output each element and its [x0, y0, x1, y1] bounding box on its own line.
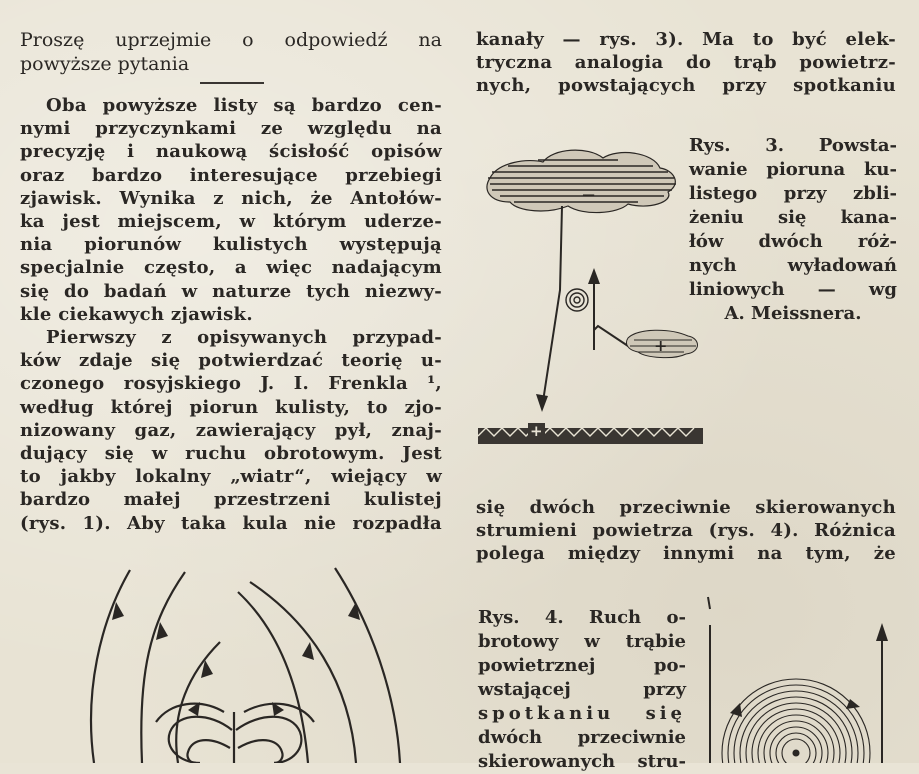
figure-4-diagram [700, 595, 919, 763]
text-line: nymi przyczynkami ze względu na [20, 118, 442, 140]
text-line: nia piorunów kulistych występują [20, 234, 442, 256]
intro-line: Proszę uprzejmie o odpowiedź na [20, 29, 442, 51]
text-line: oraz bardzo interesujące przebiegi [20, 164, 442, 186]
caption-line: A. Meissnera. [724, 303, 862, 324]
caption-line: spotkaniu się [478, 703, 686, 724]
ground-strip [478, 428, 703, 444]
paragraph-1 [20, 94, 442, 326]
arrow-tick [708, 597, 710, 609]
caption-line: Rys. 3. Powsta- [689, 135, 897, 156]
discharge-channel [594, 326, 628, 346]
text-line: według której piorun kulisty, to zjo- [20, 396, 442, 418]
text-line: ka jest miejscem, w którym uderze- [20, 211, 442, 233]
separator-rule [200, 82, 264, 84]
flow-arrow-icon [302, 642, 314, 660]
text-line: nizowany gaz, zawierający pył, znaj- [20, 419, 442, 441]
text-line: (rys. 1). Aby taka kula nie rozpadła [20, 512, 442, 534]
flow-line [176, 642, 220, 763]
arrow-up-icon [876, 623, 888, 641]
text-line: kanały — rys. 3). Ma to być elek- [476, 29, 896, 50]
flow-line [238, 592, 308, 763]
flow-line [91, 570, 130, 763]
text-line: się do badań w naturze tych niezwy- [20, 280, 442, 302]
caption-line: listego przy zbli- [689, 183, 897, 204]
left-column [20, 28, 442, 535]
caption-line: powietrznej po- [478, 655, 686, 676]
arrow-down-icon [536, 394, 548, 412]
vortex-loop [187, 740, 230, 763]
paragraph-2 [20, 326, 442, 535]
text-line: strumieni powietrza (rys. 4). Różnica [476, 520, 896, 542]
cloud-charge-label: − [581, 185, 597, 206]
flow-line [335, 568, 400, 763]
caption-line: żeniu się kana- [689, 207, 897, 228]
text-line: zjawisk. Wynika z nich, że Antołów- [20, 187, 442, 209]
figure-1-diagram [60, 562, 420, 763]
flow-line [250, 582, 356, 763]
text-line: tryczna analogia do trąb powietrz- [476, 52, 896, 74]
vortex-loop [238, 740, 283, 763]
caption-line: dwóch przeciwnie [478, 727, 686, 748]
text-line: Pierwszy z opisywanych przypad- [46, 327, 442, 349]
arrow-up-icon [588, 268, 600, 284]
right-column-top [476, 28, 896, 98]
flow-line [141, 572, 185, 763]
text-line: dujący się w ruchu obrotowym. Jest [20, 443, 442, 465]
caption-line: wstającej przy [478, 679, 686, 700]
ground-charge-label: + [530, 422, 543, 440]
discharge-channel [542, 206, 562, 408]
figure-4-caption [478, 606, 686, 774]
caption-line: Rys. 4. Ruch o- [478, 607, 686, 628]
text-line: ków zdaje się potwierdzać teorię u- [20, 350, 442, 372]
text-line: nych, powstających przy spotkaniu [476, 75, 896, 97]
text-line: specjalnie często, a więc nadającym [20, 257, 442, 279]
rotation-arrow-icon [730, 703, 742, 717]
text-line: kle ciekawych zjawisk. [20, 303, 253, 325]
caption-line: wanie pioruna ku- [689, 159, 897, 180]
paragraph-middle [476, 496, 896, 566]
text-line: to jakby lokalny „wiatr“, wiejący w [20, 466, 442, 488]
caption-line: łów dwóch róż- [689, 231, 897, 252]
text-line: polega między innymi na tym, że [476, 543, 896, 565]
caption-line: liniowych — wg [689, 279, 897, 300]
caption-line: nych wyładowań [689, 255, 897, 276]
text-line: czonego rosyjskiego J. I. Frenkla ¹, [20, 373, 442, 395]
text-line: bardzo małej przestrzeni kulistej [20, 489, 442, 511]
small-cloud-charge-label: + [654, 336, 668, 355]
vortex-icon [722, 679, 870, 763]
text-line: precyzję i naukową ścisłość opisów [20, 141, 442, 163]
caption-line: skierowanych stru- [478, 751, 686, 772]
figure-3-caption [689, 134, 897, 326]
intro-line: powyższe pytania [20, 53, 190, 75]
caption-line: brotowy w trąbie [478, 631, 686, 652]
paragraph-continuation [476, 28, 896, 98]
text-line: się dwóch przeciwnie skierowanych [476, 497, 896, 518]
ball-lightning-icon [566, 289, 588, 311]
text-line: Oba powyższe listy są bardzo cen- [46, 95, 442, 116]
